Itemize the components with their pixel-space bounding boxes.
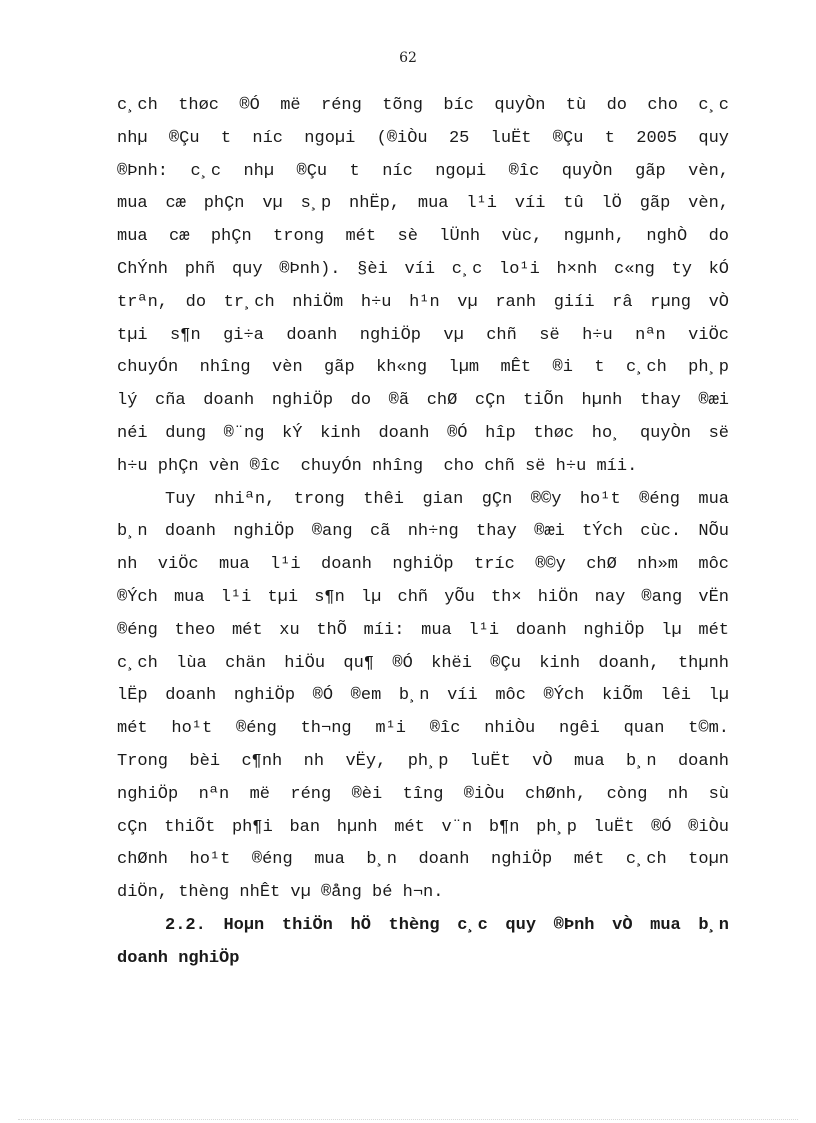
text-line: tµi s¶n gi÷a doanh nghiÖp vµ chñ së h÷u nªn viÖc — [117, 325, 729, 345]
section-heading-continued: doanh nghiÖp — [117, 948, 240, 968]
text-line: chØnh ho¹t ®éng mua b¸n doanh nghiÖp mét c¸ch toµn — [117, 850, 729, 870]
text-line: mét ho¹t ®éng th¬ng m¹i ®îc nhiÒu ngêi quan t©m. — [117, 719, 729, 739]
page-bottom-border — [18, 1119, 798, 1120]
text-line: lý cña doanh nghiÖp do ®ã chØ cÇn tiÕn hµnh thay ®æi — [117, 391, 729, 411]
page-number: 62 — [399, 50, 417, 66]
document-body — [117, 90, 729, 976]
text-line: lËp doanh nghiÖp ®Ó ®em b¸n víi môc ®Ých kiÕm lêi lµ — [117, 686, 729, 706]
text-line: c¸ch thøc ®Ó më réng tõng bíc quyÒn tù do cho c¸c — [117, 96, 729, 115]
text-line: cÇn thiÕt ph¶i ban hµnh mét v¨n b¶n ph¸p luËt ®Ó ®iÒu — [117, 817, 729, 837]
text-line: ®Ých mua l¹i tµi s¶n lµ chñ yÕu th× hiÖn nay ®ang vËn — [117, 587, 729, 607]
text-line: ChÝnh phñ quy ®Þnh). §èi víi c¸c lo¹i h×nh c«ng ty kÓ — [117, 259, 729, 279]
text-line: Trong bèi c¶nh nh vËy, ph¸p luËt vÒ mua b¸n doanh — [117, 751, 729, 771]
text-line: nhµ ®Çu t níc ngoµi (®iÒu 25 luËt ®Çu t 2005 quy — [117, 128, 729, 148]
text-line: nghiÖp nªn më réng ®èi tîng ®iÒu chØnh, còng nh sù — [117, 784, 729, 804]
text-line: chuyÓn nhîng vèn gãp kh«ng lµm mÊt ®i t c¸ch ph¸p — [117, 358, 729, 378]
text-line: b¸n doanh nghiÖp ®ang cã nh÷ng thay ®æi tÝch cùc. NÕu — [117, 522, 729, 542]
text-line: h÷u phÇn vèn ®îc chuyÓn nhîng cho chñ së h÷u míi. — [117, 456, 638, 476]
text-line: ®éng theo mét xu thÕ míi: mua l¹i doanh nghiÖp lµ mét — [117, 620, 729, 640]
text-line: Tuy nhiªn, trong thêi gian gÇn ®©y ho¹t ®éng mua — [165, 489, 729, 509]
text-line: trªn, do tr¸ch nhiÖm h÷u h¹n vµ ranh giíi râ rµng vÒ — [117, 292, 729, 312]
text-line: néi dung ®¨ng kÝ kinh doanh ®Ó hîp thøc ho¸ quyÒn së — [117, 423, 729, 443]
section-heading: 2.2. Hoµn thiÖn hÖ thèng c¸c quy ®Þnh vÒ mua b¸n — [165, 915, 729, 935]
text-line: mua cæ phÇn trong mét sè lÜnh vùc, ngµnh, nghÒ do — [117, 227, 729, 247]
text-line: diÖn, thèng nhÊt vµ ®ång bé h¬n. — [117, 883, 444, 903]
text-line: c¸ch lùa chän hiÖu qu¶ ®Ó khëi ®Çu kinh doanh, thµnh — [117, 653, 729, 673]
text-line: mua cæ phÇn vµ s¸p nhËp, mua l¹i víi tû lÖ gãp vèn, — [117, 194, 729, 214]
text-line: ®Þnh: c¸c nhµ ®Çu t níc ngoµi ®îc quyÒn gãp vèn, — [117, 161, 729, 181]
text-line: nh viÖc mua l¹i doanh nghiÖp tríc ®©y chØ nh»m môc — [117, 555, 729, 575]
